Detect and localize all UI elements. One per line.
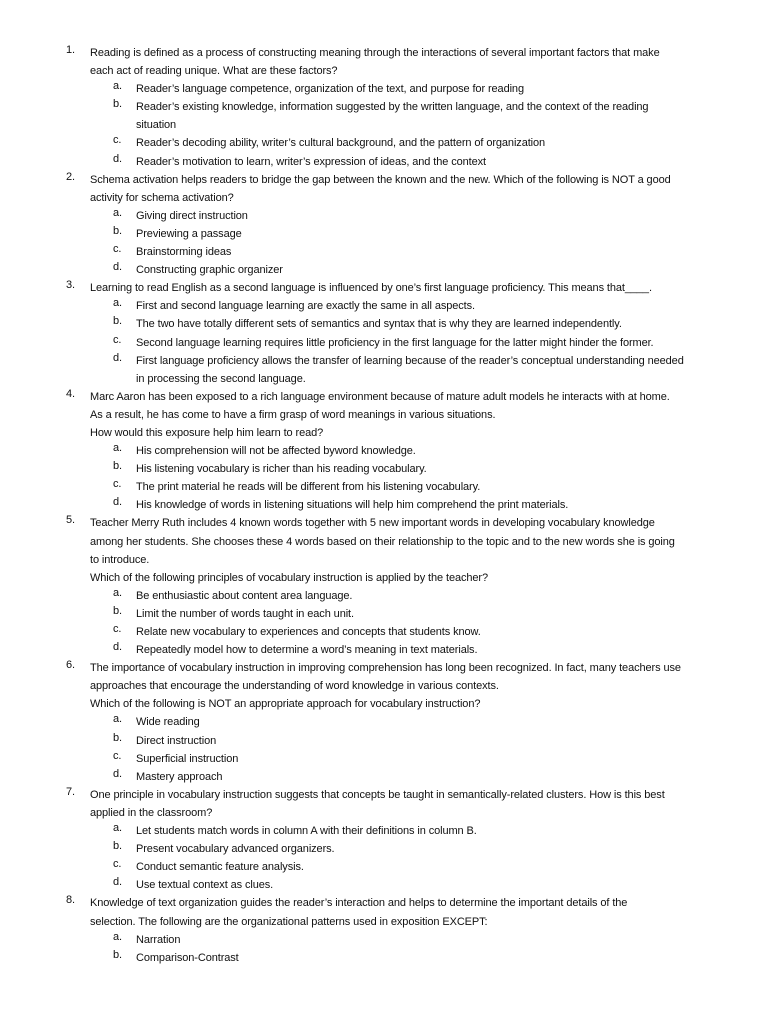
question-item: [0, 388, 722, 442]
option-letter: b.: [113, 315, 122, 328]
answer-option: [0, 496, 726, 514]
answer-option: [0, 243, 726, 261]
option-letter: b.: [113, 98, 122, 111]
answer-option: [0, 587, 726, 605]
answer-option: [0, 315, 726, 333]
question-item: [0, 44, 722, 80]
question-number: 3.: [66, 279, 75, 292]
option-text-line: Previewing a passage: [136, 227, 242, 240]
option-letter: d.: [113, 261, 122, 274]
answer-option: [0, 822, 726, 840]
option-text-line: Present vocabulary advanced organizers.: [136, 843, 335, 856]
question-item: [0, 894, 722, 930]
option-letter: d.: [113, 767, 122, 780]
answer-option: [0, 460, 726, 478]
answer-option: [0, 153, 726, 171]
answer-option: [0, 225, 726, 243]
answer-option: [0, 134, 726, 152]
option-letter: d.: [113, 876, 122, 889]
question-text-line: to introduce.: [90, 553, 150, 566]
option-text-line: The two have totally different sets of semantics and syntax that is why they are learned independently.: [136, 318, 622, 331]
option-text-line: Superficial instruction: [136, 752, 239, 765]
option-letter: b.: [113, 604, 122, 617]
answer-option: [0, 207, 726, 225]
option-text-line: Repeatedly model how to determine a word’s meaning in text materials.: [136, 644, 478, 657]
question-text-line: selection. The following are the organizational patterns used in exposition EXCEPT:: [90, 915, 488, 928]
option-text-line: First language proficiency allows the transfer of learning because of the reader’s conceptual understanding needed: [136, 354, 684, 367]
option-letter: c.: [113, 858, 122, 871]
question-text-line: Schema activation helps readers to bridge the gap between the known and the new. Which of the following is NOT a good: [90, 173, 671, 186]
option-text-line: Narration: [136, 933, 181, 946]
option-text-line: situation: [136, 119, 177, 132]
answer-option: [0, 876, 726, 894]
option-letter: b.: [113, 460, 122, 473]
option-text-line: Reader’s existing knowledge, information suggested by the written language, and the context of the reading: [136, 101, 649, 114]
option-letter: b.: [113, 731, 122, 744]
question-number: 1.: [66, 44, 75, 56]
option-text-line: Reader’s language competence, organization of the text, and purpose for reading: [136, 83, 524, 96]
option-text-line: Use textual context as clues.: [136, 879, 274, 892]
answer-option: [0, 352, 726, 388]
question-item: [0, 279, 722, 297]
option-text-line: Constructing graphic organizer: [136, 264, 283, 277]
option-text-line: His knowledge of words in listening situations will help him comprehend the print materials.: [136, 499, 569, 512]
option-letter: d.: [113, 641, 122, 654]
option-text-line: The print material he reads will be different from his listening vocabulary.: [136, 481, 481, 494]
question-item: [0, 659, 722, 713]
option-text-line: His comprehension will not be affected byword knowledge.: [136, 445, 416, 458]
option-letter: b.: [113, 840, 122, 853]
option-letter: c.: [113, 623, 122, 635]
answer-option: [0, 297, 726, 315]
answer-option: [0, 840, 726, 858]
answer-option: [0, 80, 726, 98]
option-letter: c.: [113, 749, 122, 762]
option-text-line: Be enthusiastic about content area language.: [136, 589, 353, 602]
option-letter: c.: [113, 134, 122, 147]
option-text-line: Comparison-Contrast: [136, 951, 239, 964]
option-letter: a.: [113, 713, 122, 726]
question-text-line: Which of the following principles of vocabulary instruction is applied by the teacher?: [90, 571, 489, 584]
answer-option: [0, 605, 726, 623]
question-item: [0, 514, 722, 586]
answer-option: [0, 768, 726, 786]
question-text-line: As a result, he has come to have a firm grasp of word meanings in various situations.: [90, 408, 496, 421]
option-text-line: Wide reading: [136, 716, 200, 729]
question-text-line: One principle in vocabulary instruction suggests that concepts be taught in semantically-related clusters. How is this best: [90, 788, 665, 801]
option-text-line: Relate new vocabulary to experiences and concepts that students know.: [136, 626, 481, 638]
option-letter: c.: [113, 243, 122, 256]
answer-option: [0, 732, 726, 750]
option-text-line: Giving direct instruction: [136, 209, 248, 222]
answer-option: [0, 713, 726, 731]
question-text-line: activity for schema activation?: [90, 191, 234, 204]
option-text-line: Reader’s motivation to learn, writer’s expression of ideas, and the context: [136, 155, 486, 168]
option-text-line: Let students match words in column A with their definitions in column B.: [136, 825, 477, 838]
option-text-line: Limit the number of words taught in each unit.: [136, 607, 354, 620]
answer-option: [0, 334, 726, 352]
question-text-line: Teacher Merry Ruth includes 4 known words together with 5 new important words in developing vocabulary knowledge: [90, 517, 655, 530]
answer-option: [0, 623, 726, 641]
question-text-line: applied in the classroom?: [90, 806, 213, 819]
answer-option: [0, 949, 726, 967]
question-text-line: approaches that encourage the understanding of word knowledge in various contexts.: [90, 680, 499, 693]
answer-option: [0, 478, 726, 496]
question-number: 7.: [66, 785, 75, 798]
answer-option: [0, 641, 726, 659]
option-text-line: Direct instruction: [136, 734, 217, 747]
question-number: 5.: [66, 514, 75, 527]
option-text-line: Mastery approach: [136, 770, 223, 783]
option-letter: a.: [113, 822, 122, 835]
option-letter: a.: [113, 930, 122, 943]
question-number: 6.: [66, 659, 75, 672]
option-letter: b.: [113, 948, 122, 961]
question-text-line: The importance of vocabulary instruction in improving comprehension has long been recognized. In fact, many teachers use: [90, 662, 681, 675]
question-item: [0, 171, 722, 207]
answer-option: [0, 261, 726, 279]
option-letter: a.: [113, 80, 122, 93]
answer-option: [0, 858, 726, 876]
question-text-line: How would this exposure help him learn to read?: [90, 426, 324, 439]
question-text-line: among her students. She chooses these 4 words based on their relationship to the topic and to the new words she is going: [90, 535, 675, 548]
question-number: 2.: [66, 170, 75, 183]
question-number: 4.: [66, 387, 75, 400]
option-letter: d.: [113, 351, 122, 364]
option-text-line: in processing the second language.: [136, 372, 306, 385]
option-letter: a.: [113, 586, 122, 599]
option-text-line: Second language learning requires little proficiency in the first language for the latter might hinder the former.: [136, 336, 654, 349]
option-text-line: Conduct semantic feature analysis.: [136, 861, 304, 874]
answer-option: [0, 98, 726, 134]
question-number: 8.: [66, 894, 75, 907]
option-text-line: Reader’s decoding ability, writer’s cultural background, and the pattern of organization: [136, 137, 546, 150]
option-letter: c.: [113, 478, 122, 491]
option-text-line: First and second language learning are exactly the same in all aspects.: [136, 300, 475, 313]
question-text-line: Learning to read English as a second language is influenced by one’s first language proficiency. This means that____.: [90, 282, 652, 295]
question-item: [0, 786, 722, 822]
option-letter: c.: [113, 333, 122, 346]
option-letter: b.: [113, 224, 122, 237]
option-text-line: Brainstorming ideas: [136, 246, 232, 259]
answer-option: [0, 442, 726, 460]
question-text-line: each act of reading unique. What are these factors?: [90, 65, 338, 78]
question-text-line: Which of the following is NOT an appropriate approach for vocabulary instruction?: [90, 698, 481, 711]
option-letter: a.: [113, 297, 122, 310]
option-letter: d.: [113, 152, 122, 165]
question-text-line: Marc Aaron has been exposed to a rich language environment because of mature adult models he interacts with at home.: [90, 390, 670, 403]
document-page: [0, 44, 768, 967]
option-letter: a.: [113, 442, 122, 455]
option-text-line: His listening vocabulary is richer than his reading vocabulary.: [136, 463, 427, 476]
question-text-line: Reading is defined as a process of constructing meaning through the interactions of several important factors that make: [90, 47, 660, 59]
answer-option: [0, 931, 726, 949]
option-letter: d.: [113, 496, 122, 509]
option-letter: a.: [113, 206, 122, 219]
question-text-line: Knowledge of text organization guides the reader’s interaction and helps to determine the important details of the: [90, 897, 628, 910]
answer-option: [0, 750, 726, 768]
